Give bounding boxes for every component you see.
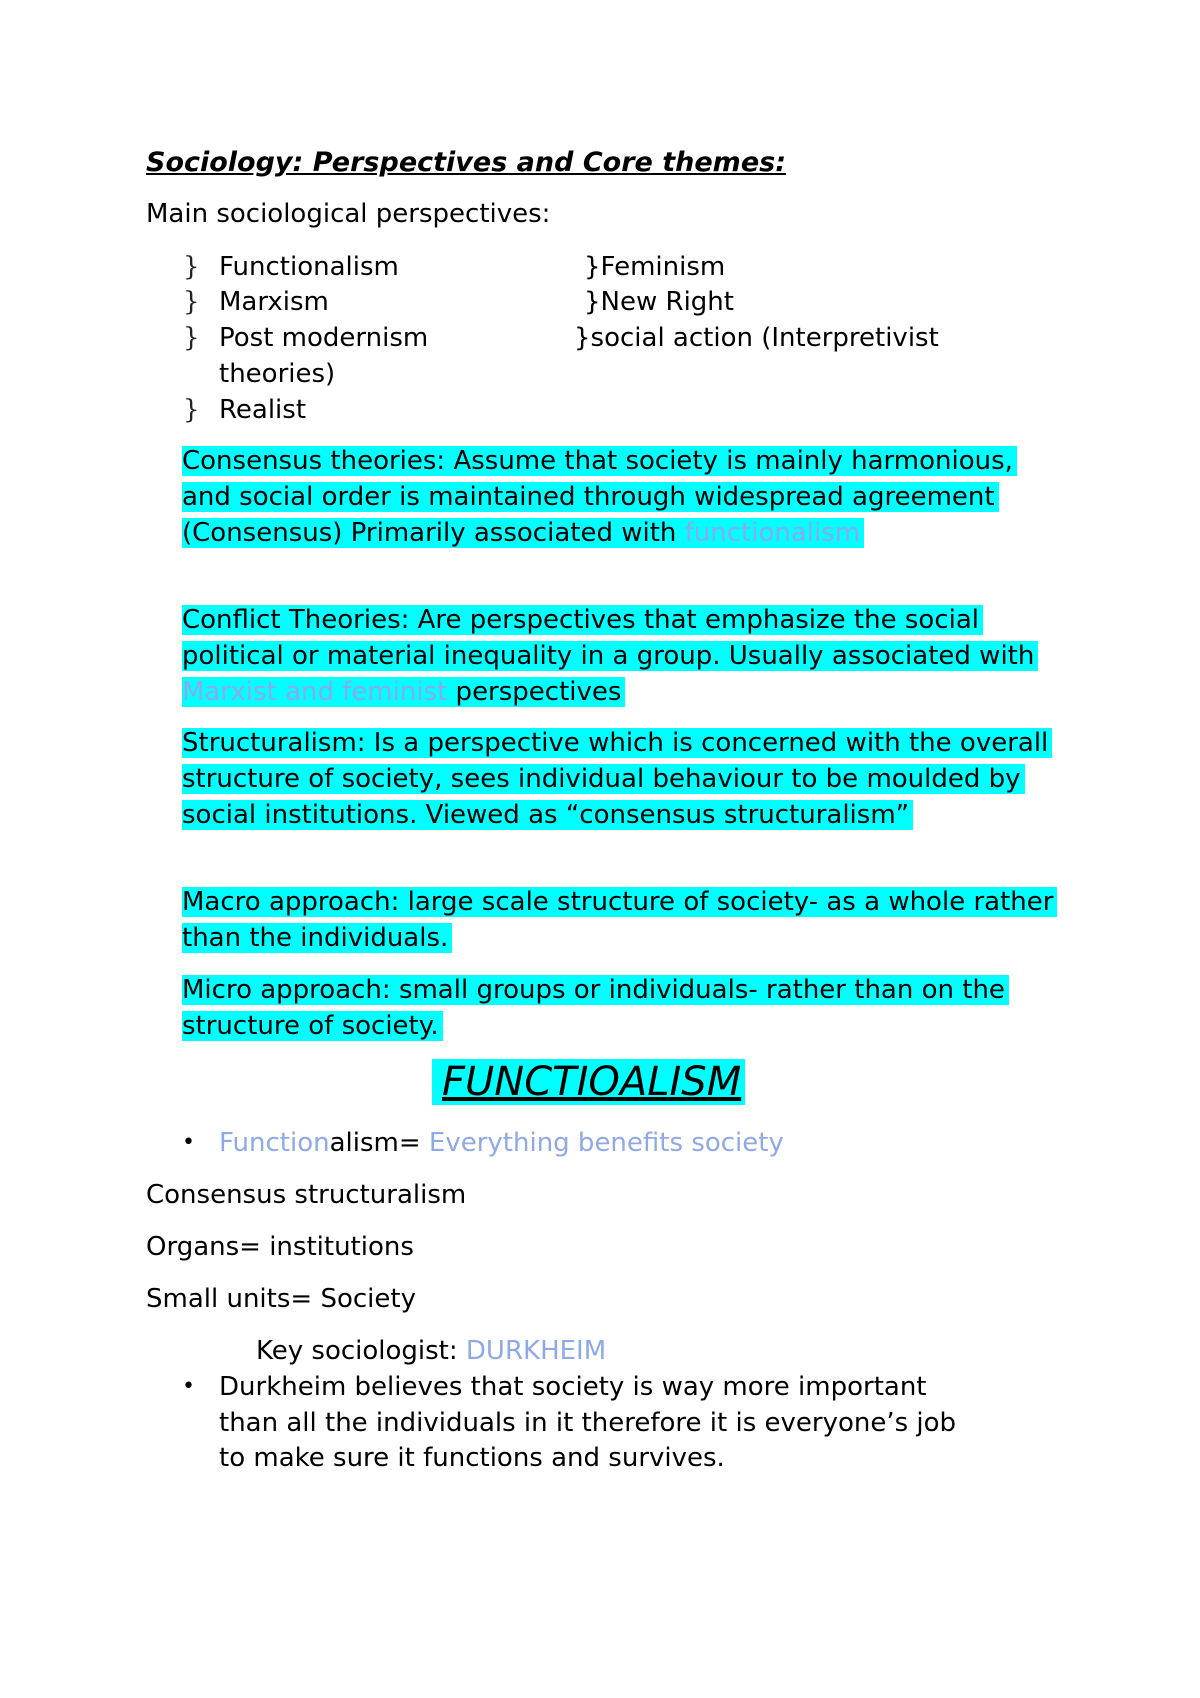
function-link[interactable]: Function <box>219 1128 330 1158</box>
list-item: Functionalism <box>219 252 399 282</box>
bullet-functionalism <box>219 1126 784 1160</box>
list-item: Post modernism <box>219 323 429 353</box>
durkheim-bullet-line: than all the individuals in it therefore it is everyone’s job <box>219 1408 957 1438</box>
conflict-label: Conflict Theories: <box>182 605 418 635</box>
durkheim-bullet-line: to make sure it functions and survives. <box>219 1443 725 1473</box>
list-marker: } <box>183 323 200 353</box>
consensus-structuralism-line: Consensus structuralism <box>146 1180 467 1210</box>
list-item: Marxism <box>219 287 329 317</box>
conflict-text: Are perspectives that emphasize the social political or material inequality in a group. Usually associated with <box>182 605 1035 671</box>
list-item-right: }New Right <box>584 287 734 317</box>
list-marker: } <box>183 252 200 282</box>
intro-line: Main sociological perspectives: <box>146 199 551 229</box>
section-heading-text: FUNCTIOALISM <box>432 1059 745 1105</box>
small-units-line: Small units= Society <box>146 1284 416 1314</box>
consensus-paragraph <box>182 443 1062 551</box>
structuralism-paragraph <box>182 725 1062 833</box>
conflict-tail: perspectives <box>447 677 622 707</box>
functionalism-link[interactable]: functionalism <box>684 518 861 548</box>
micro-paragraph <box>182 972 1062 1044</box>
micro-text: Micro approach: small groups or individuals- rather than on the structure of society. <box>182 975 1009 1041</box>
macro-text: Macro approach: large scale structure of society- as a whole rather than the individuals. <box>182 887 1057 953</box>
list-marker: } <box>183 395 200 425</box>
bullet-functionalism-mid: alism= <box>329 1128 429 1158</box>
section-heading <box>432 1058 745 1106</box>
bullet-marker: • <box>182 1374 195 1399</box>
document-title: Sociology: Perspectives and Core themes: <box>146 147 786 178</box>
list-item-continuation: theories) <box>219 359 336 389</box>
key-sociologist-label: Key sociologist: <box>256 1336 466 1366</box>
list-marker: } <box>183 287 200 317</box>
organs-line: Organs= institutions <box>146 1232 414 1262</box>
key-sociologist-line <box>256 1334 606 1368</box>
list-item-right: }social action (Interpretivist <box>574 323 939 353</box>
consensus-text: Consensus theories: Assume that society is mainly harmonious, and social order is maintained through widespread agreement (Consensus) Primarily associated with <box>182 446 1013 548</box>
durkheim-link[interactable]: DURKHEIM <box>465 1336 607 1366</box>
marxist-feminist-link[interactable]: Marxist and feminist <box>182 677 448 707</box>
macro-paragraph <box>182 884 1062 956</box>
list-item-right: }Feminism <box>584 252 726 282</box>
bullet-marker: • <box>182 1130 195 1155</box>
durkheim-bullet-line: Durkheim believes that society is way more important <box>219 1372 927 1402</box>
structuralism-text: Structuralism: Is a perspective which is concerned with the overall structure of society, sees individual behaviour to be moulded by social institutions. Viewed as “consensus structuralism” <box>182 728 1052 830</box>
list-item: Realist <box>219 395 307 425</box>
benefits-link[interactable]: Everything benefits society <box>428 1128 784 1158</box>
conflict-paragraph <box>182 602 1062 710</box>
